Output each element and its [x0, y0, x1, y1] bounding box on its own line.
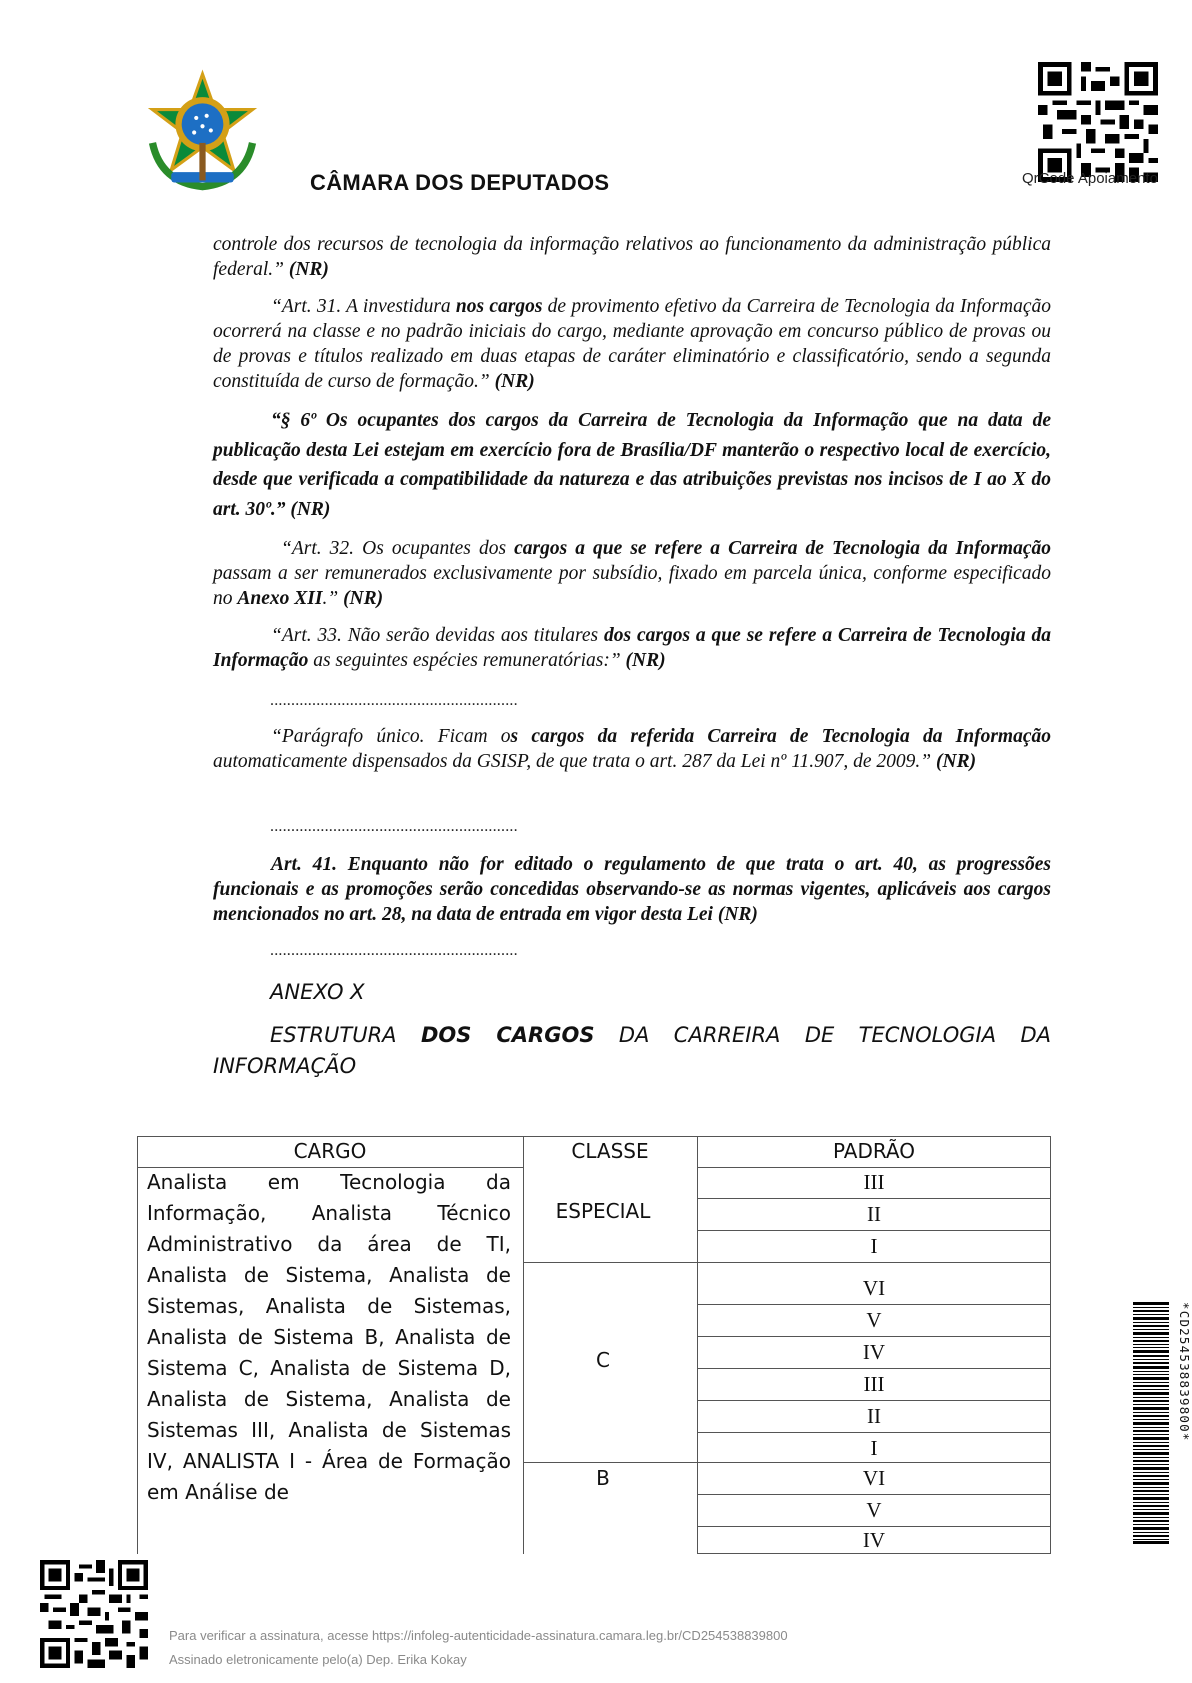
art32-nr: (NR): [343, 588, 384, 609]
paragraph-unique: [213, 724, 1051, 774]
classe-especial: ESPECIAL: [555, 1199, 651, 1223]
barcode-number: *CD254538839800*: [1177, 1302, 1192, 1442]
paragraph-art33: [213, 623, 1051, 673]
art33-text-a: “Art. 33. Não serão devidas aos titulares: [271, 625, 604, 646]
padrao-cell: III: [863, 1170, 885, 1194]
unique-text-c: automaticamente dispensados da GSISP, de que trata o art. 287 da Lei nº 11.907, de 2009.”: [213, 751, 932, 772]
paragraph-art41: Art. 41. Enquanto não for editado o regulamento de que trata o art. 40, as progressões funcionais e as promoções serão concedidas observando-se as normas vigentes, aplicáveis aos cargos mencionados no art. 28, na data de entrada em vigor desta Lei (NR): [213, 854, 1051, 925]
annex-structure-heading: [213, 1020, 1051, 1082]
padrao-cell: I: [870, 1234, 878, 1258]
coat-of-arms-logo: [140, 70, 265, 195]
paragraph-1: [213, 232, 1051, 282]
table-border-left: [137, 1136, 138, 1554]
padrao-cell: V: [866, 1308, 882, 1332]
qr-code-top: [1038, 62, 1158, 182]
unique-text-a: “Parágrafo único. Ficam o: [271, 726, 511, 747]
unique-text-b: s cargos da referida Carreira de Tecnologia da Informação: [510, 726, 1051, 747]
ellipsis-line-3: ...........................................................: [270, 942, 518, 959]
art32-text-d: Anexo XII: [237, 588, 323, 609]
art31-text-b: nos cargos: [455, 296, 543, 317]
padrao-cell: VI: [862, 1466, 886, 1490]
padrao-cell: I: [870, 1436, 878, 1460]
art32-text-b: cargos a que se refere a Carreira de Tecnologia da Informação: [514, 538, 1051, 559]
p1-nr: (NR): [288, 259, 329, 280]
paragraph-par6: “§ 6º Os ocupantes dos cargos da Carreira de Tecnologia da Informação que na data de publicação desta Lei estejam em exercício fora de Brasília/DF manterão o respectivo local de exercício, desde que verificada a compatibilidade da natureza e das atribuições previstas nos incisos de I ao X do art. 30º.” (NR): [213, 410, 1051, 520]
p1-text: controle dos recursos de tecnologia da informação relativos ao funcionamento da administração pública federal.”: [213, 234, 1051, 280]
header-classe: CLASSE: [571, 1139, 649, 1163]
signature-verify-note: Para verificar a assinatura, acesse https://infoleg-autenticidade-assinatura.camara.leg.br/CD254538839800: [169, 1628, 788, 1643]
unique-nr: (NR): [936, 751, 977, 772]
padrao-cell: VI: [862, 1276, 886, 1300]
padrao-cell: IV: [862, 1528, 886, 1552]
art32-text-e: .”: [322, 588, 339, 609]
table-border-top: [137, 1136, 1051, 1137]
art33-nr: (NR): [625, 650, 666, 671]
padrao-cell: V: [866, 1498, 882, 1522]
art33-text-b: dos cargos a que se refere a Carreira de Tecnologia da Informação: [213, 625, 1051, 671]
annex-heading-c: DA CARREIRA DE TECNOLOGIA DA INFORMAÇÃO: [213, 1023, 1051, 1078]
padrao-cell: IV: [862, 1340, 886, 1364]
art31-nr: (NR): [494, 371, 535, 392]
padrao-cell: III: [863, 1372, 885, 1396]
qr-caption: QrCode Apoiamento: [1022, 170, 1158, 187]
padrao-cell: II: [867, 1404, 881, 1428]
ellipsis-line-1: ...........................................................: [270, 692, 518, 709]
annex-heading-a: ESTRUTURA: [270, 1023, 421, 1047]
barcode-image: [1133, 1302, 1169, 1544]
header-padrao: PADRÃO: [832, 1139, 916, 1163]
classe-separator-1: [523, 1262, 1051, 1263]
art33-text-c: as seguintes espécies remuneratórias:”: [308, 650, 621, 671]
header-cargo: CARGO: [293, 1139, 367, 1163]
cargo-cell: Analista em Tecnologia da Informação, Analista Técnico Administrativo da área de TI, Analista de Sistema, Analista de Sistemas, Analista de Sistemas, Analista de Sistema B, Analista de Sistema C, Analista de Sistema D, Analista de Sistema, Analista de Sistemas III, Analista de Sistemas IV, ANALISTA I - Área de Formação em Análise de: [147, 1170, 511, 1504]
ellipsis-line-2: ...........................................................: [270, 818, 518, 835]
career-structure-table: [137, 1136, 1051, 1554]
annex-title: ANEXO X: [270, 980, 365, 1004]
padrao-cell: II: [867, 1202, 881, 1226]
art32-text-c: passam a ser remunerados exclusivamente por subsídio, fixado em parcela única, conforme especificado no: [213, 563, 1051, 609]
paragraph-art32: [213, 536, 1051, 611]
art32-text-a: “Art. 32. Os ocupantes dos: [281, 538, 515, 559]
art31-text-c: de provimento efetivo da Carreira de Tecnologia da Informação ocorrerá na classe e no padrão iniciais do cargo, mediante aprovação em concurso público de provas ou de provas e títulos realizado em duas etapas de caráter eliminatório e classificatório, sendo a segunda constituída de curso de formação.”: [213, 296, 1051, 392]
classe-c: C: [596, 1348, 610, 1372]
art31-text-a: “Art. 31. A investidura: [271, 296, 456, 317]
paragraph-art31: [213, 294, 1051, 394]
qr-code-bottom: [40, 1560, 148, 1668]
chamber-title: CÂMARA DOS DEPUTADOS: [310, 170, 610, 195]
signature-signed-note: Assinado eletronicamente pelo(a) Dep. Erika Kokay: [169, 1652, 467, 1667]
annex-heading-b: DOS CARGOS: [420, 1023, 595, 1047]
classe-b: B: [596, 1466, 610, 1490]
